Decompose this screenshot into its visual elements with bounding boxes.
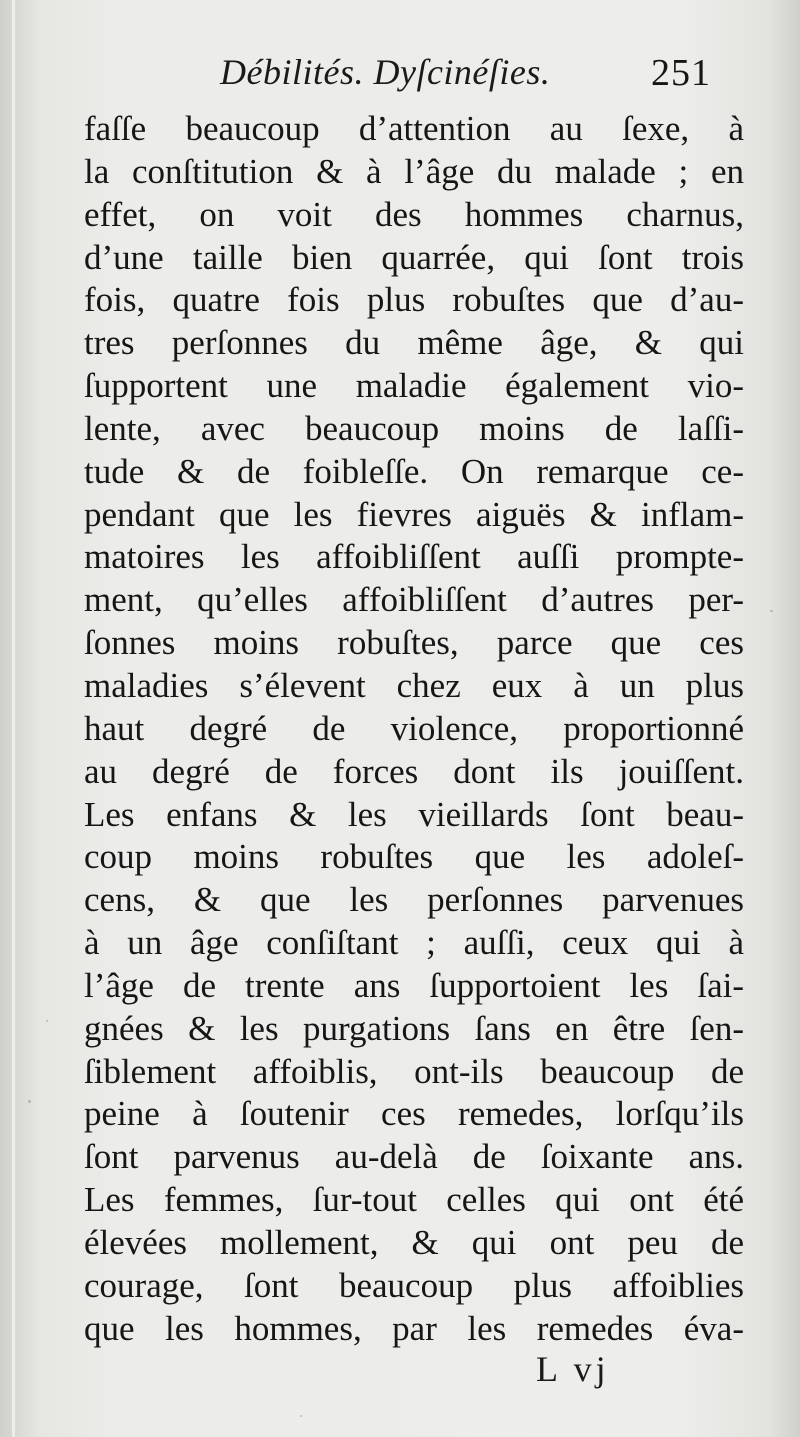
text-line: matoires les affoibliſſent auſſi prompte- bbox=[84, 537, 744, 577]
text-line: ſiblement affoiblis, ont-ils beaucoup de bbox=[84, 1051, 744, 1091]
text-line: au degré de forces dont ils jouiſſent. bbox=[84, 751, 744, 791]
text-line: effet, on voit des hommes charnus, bbox=[84, 194, 744, 234]
text-line: lente, avec beaucoup moins de laſſi- bbox=[84, 408, 744, 448]
text-line: ſont parvenus au-delà de ſoixante ans. bbox=[84, 1137, 744, 1177]
text-line: Les enfans & les vieillards ſont beau- bbox=[84, 794, 744, 834]
text-line: que les hommes, par les remedes éva- bbox=[84, 1308, 744, 1348]
text-line: gnées & les purgations ſans en être ſen- bbox=[84, 1008, 744, 1048]
page-header bbox=[0, 45, 800, 105]
text-line: pendant que les fievres aiguës & inflam- bbox=[84, 494, 744, 534]
text-line: peine à ſoutenir ces remedes, lorſqu’ils bbox=[84, 1094, 744, 1134]
signature-mark: L vj bbox=[536, 1349, 610, 1389]
text-line: tres perſonnes du même âge, & qui bbox=[84, 323, 744, 363]
text-line: ſonnes moins robuſtes, parce que ces bbox=[84, 623, 744, 663]
text-line: à un âge conſiſtant ; auſſi, ceux qui à bbox=[84, 923, 744, 963]
text-line: l’âge de trente ans ſupportoient les ſai- bbox=[84, 965, 744, 1005]
body-text bbox=[84, 108, 744, 1350]
text-line: haut degré de violence, proportionné bbox=[84, 708, 744, 748]
text-line: la conſtitution & à l’âge du malade ; en bbox=[84, 151, 744, 191]
text-line: ment, qu’elles affoibliſſent d’autres per- bbox=[84, 580, 744, 620]
text-line: ſupportent une maladie également vio- bbox=[84, 366, 744, 406]
text-line: courage, ſont beaucoup plus affoiblies bbox=[84, 1265, 744, 1305]
running-title: Débilités. Dyſcinéſies. bbox=[220, 52, 551, 92]
text-line: faſſe beaucoup d’attention au ſexe, à bbox=[84, 109, 744, 148]
page-number: 251 bbox=[651, 52, 711, 94]
paper-speck bbox=[28, 1100, 31, 1103]
paper-speck bbox=[300, 1415, 302, 1417]
text-line: tude & de foibleſſe. On remarque ce- bbox=[84, 451, 744, 491]
text-line: d’une taille bien quarrée, qui ſont trois bbox=[84, 237, 744, 277]
text-line: Les femmes, ſur-tout celles qui ont été bbox=[84, 1180, 744, 1220]
text-line: cens, & que les perſonnes parvenues bbox=[84, 880, 744, 920]
text-line: élevées mollement, & qui ont peu de bbox=[84, 1222, 744, 1262]
text-line: maladies s’élevent chez eux à un plus bbox=[84, 665, 744, 705]
paper-speck bbox=[770, 610, 773, 612]
paper-speck bbox=[46, 1020, 48, 1022]
text-line: fois, quatre fois plus robuſtes que d’au- bbox=[84, 280, 744, 320]
text-line: coup moins robuſtes que les adoleſ- bbox=[84, 837, 744, 877]
